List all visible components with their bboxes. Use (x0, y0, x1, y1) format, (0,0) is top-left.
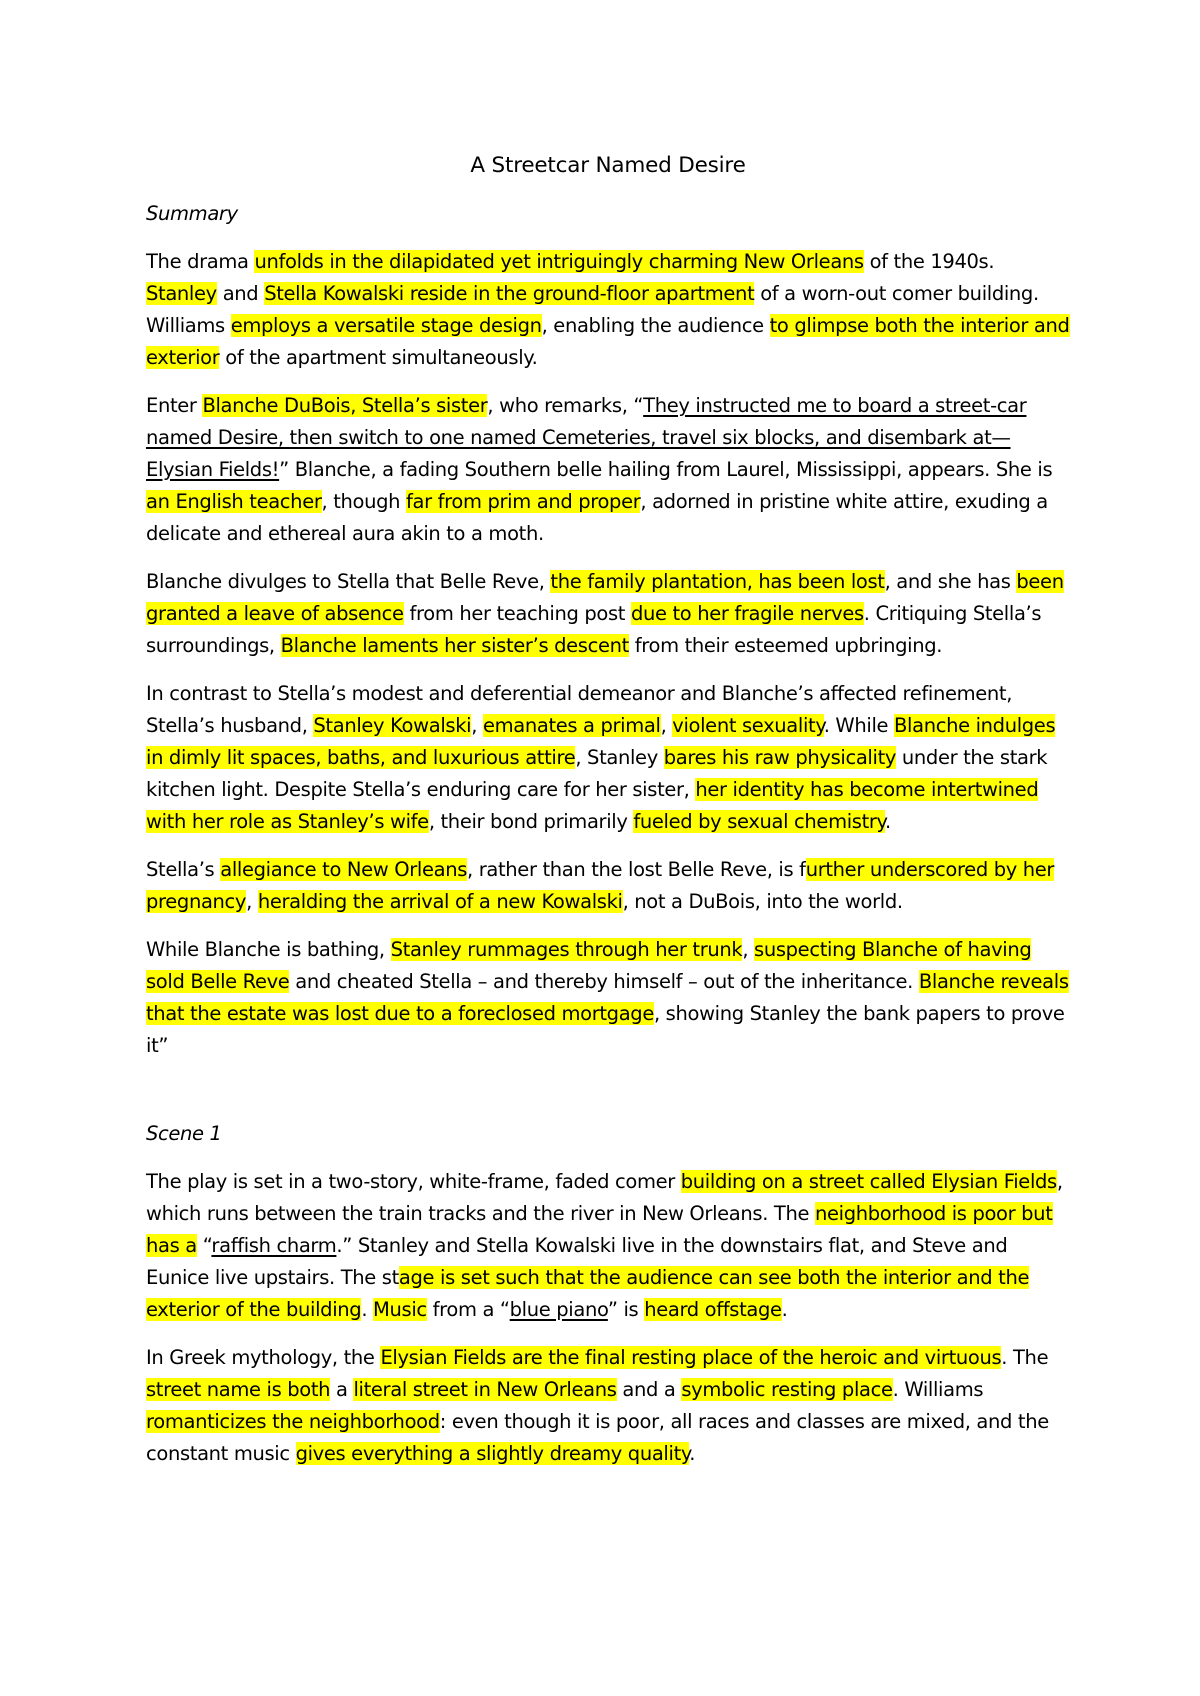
highlighted-text: Elysian Fields are the final resting place of the heroic and virtuous (380, 1346, 1002, 1369)
text-run: a (330, 1378, 354, 1401)
text-run: The drama (146, 250, 255, 273)
text-run: , their bond primarily (428, 810, 634, 833)
text-run: “ (196, 1234, 212, 1257)
highlighted-text: heralding the arrival of a new Kowalski (257, 890, 623, 913)
highlighted-text: violent sexuality (672, 714, 824, 737)
paragraph (146, 1342, 1070, 1470)
paragraph (146, 678, 1070, 838)
underlined-quote: raffish charm (211, 1234, 337, 1257)
text-run: from her teaching post (403, 602, 631, 625)
underlined-quote: They instructed me to board a street-car named Desire, then switch to one named Cemeteries, travel six blocks, and disembark at—Elysian Fields! (146, 394, 1027, 481)
highlighted-text: been granted a leave of absence (146, 570, 1064, 625)
highlighted-text: gives everything a slightly dreamy quality (295, 1442, 690, 1465)
text-run: , Stanley (575, 746, 664, 769)
text-run: , adorned in pristine white attire, exuding a delicate and ethereal aura akin to a moth. (146, 490, 1048, 545)
highlighted-text: employs a versatile stage design (230, 314, 542, 337)
text-run: ” is (607, 1298, 645, 1321)
section-spacer (146, 1078, 1070, 1118)
text-run: Blanche divulges to Stella that Belle Reve, (146, 570, 551, 593)
text-run: , (471, 714, 483, 737)
paragraph (146, 854, 1070, 918)
text-run: . Critiquing Stella’s surroundings, (146, 602, 1042, 657)
text-run: , enabling the audience (541, 314, 770, 337)
text-run: , (742, 938, 755, 961)
text-run: In contrast to Stella’s modest and deferential demeanor and Blanche’s affected refinement, Stella’s husband, (146, 682, 1013, 737)
section-heading: Scene 1 (146, 1122, 222, 1145)
text-run: and a (616, 1378, 682, 1401)
text-run: , rather than the lost Belle Reve, is f (467, 858, 806, 881)
text-run: , though (321, 490, 406, 513)
text-run: . The (1001, 1346, 1049, 1369)
highlighted-text: Stanley rummages through her trunk (390, 938, 743, 961)
highlighted-text: Blanche DuBois, Stella’s sister (202, 394, 488, 417)
text-run: While Blanche is bathing, (146, 938, 391, 961)
text-run: and cheated Stella – and thereby himself – out of the inheritance. (289, 970, 919, 993)
section-scene-1 (146, 1118, 1070, 1470)
text-run: ” Blanche, a fading Southern belle hailing from Laurel, Mississippi, appears. She is (279, 458, 1053, 481)
highlighted-text: Stanley Kowalski (313, 714, 472, 737)
highlighted-text: unfolds in the dilapidated yet intriguingly charming New Orleans (254, 250, 864, 273)
highlighted-text: to glimpse both the interior and exterior (146, 314, 1070, 369)
text-run: .” Stanley and Stella Kowalski live in the downstairs flat, and Steve and Eunice live upstairs. The st (146, 1234, 1008, 1289)
document-title: A Streetcar Named Desire (470, 153, 746, 178)
highlighted-text: heard offstage (644, 1298, 782, 1321)
text-run: of the 1940s. (863, 250, 995, 273)
highlighted-text: Blanche reveals that the estate was lost due to a foreclosed mortgage (146, 970, 1069, 1025)
paragraph (146, 566, 1070, 662)
highlighted-text: fueled by sexual chemistry (633, 810, 885, 833)
paragraph (146, 390, 1070, 550)
text-run: . (781, 1298, 788, 1321)
highlighted-text: the family plantation, has been lost (550, 570, 885, 593)
text-run: Stella’s (146, 858, 221, 881)
paragraph (146, 1166, 1070, 1326)
text-run: from a “ (426, 1298, 510, 1321)
text-run: . While (823, 714, 895, 737)
highlighted-text: literal street in New Orleans (353, 1378, 617, 1401)
text-run: , and she has (884, 570, 1017, 593)
highlighted-text: an English teacher (146, 490, 322, 513)
text-run: : even though it is poor, all races and classes are mixed, and the constant music (146, 1410, 1049, 1465)
highlighted-text: her identity has become intertwined with her role as Stanley’s wife (146, 778, 1039, 833)
text-run: . Williams (892, 1378, 984, 1401)
highlighted-text: far from prim and proper (406, 490, 641, 513)
text-run: , (660, 714, 673, 737)
highlighted-text: age is set such that the audience can see both the interior and the exterior of the building (146, 1266, 1030, 1321)
text-run: from their esteemed upbringing. (628, 634, 943, 657)
highlighted-text: building on a street called Elysian Fields (680, 1170, 1057, 1193)
highlighted-text: Stella Kowalski reside in the ground-floor apartment (264, 282, 755, 305)
highlighted-text: suspecting Blanche of having sold Belle Reve (146, 938, 1032, 993)
text-run: under the stark kitchen light. Despite Stella’s enduring care for her sister, (146, 746, 1048, 801)
text-run: . (361, 1298, 374, 1321)
highlighted-text: bares his raw physicality (663, 746, 897, 769)
text-run: Enter (146, 394, 203, 417)
text-run: and (216, 282, 265, 305)
highlighted-text: Blanche indulges in dimly lit spaces, baths, and luxurious attire (146, 714, 1056, 769)
text-run: , not a DuBois, into the world. (622, 890, 903, 913)
highlighted-text: street name is both (146, 1378, 331, 1401)
section-heading: Summary (146, 202, 238, 225)
text-run: , (246, 890, 258, 913)
highlighted-text: allegiance to New Orleans (220, 858, 468, 881)
highlighted-text: romanticizes the neighborhood (146, 1410, 440, 1433)
section-summary (146, 198, 1070, 1062)
underlined-quote: blue piano (509, 1298, 608, 1321)
text-run: The play is set in a two-story, white-frame, faded comer (146, 1170, 681, 1193)
highlighted-text: Music (373, 1298, 427, 1321)
highlighted-text: emanates a primal (482, 714, 661, 737)
text-run: In Greek mythology, the (146, 1346, 381, 1369)
text-run: , who remarks, “ (487, 394, 644, 417)
text-run: . (884, 810, 891, 833)
highlighted-text: due to her fragile nerves (630, 602, 864, 625)
text-run: of the apartment simultaneously. (219, 346, 538, 369)
text-run: . (689, 1442, 696, 1465)
highlighted-text: neighborhood is poor but has a (146, 1202, 1053, 1257)
text-run: , showing Stanley the bank papers to prove it” (146, 1002, 1065, 1057)
highlighted-text: symbolic resting place (681, 1378, 893, 1401)
text-run: of a worn-out comer building. Williams (146, 282, 1039, 337)
text-run: , which runs between the train tracks and the river in New Orleans. The (146, 1170, 1063, 1225)
highlighted-text: urther underscored by her pregnancy (146, 858, 1055, 913)
paragraph (146, 934, 1070, 1062)
paragraph (146, 246, 1070, 374)
highlighted-text: Stanley (146, 282, 217, 305)
highlighted-text: Blanche laments her sister’s descent (280, 634, 629, 657)
